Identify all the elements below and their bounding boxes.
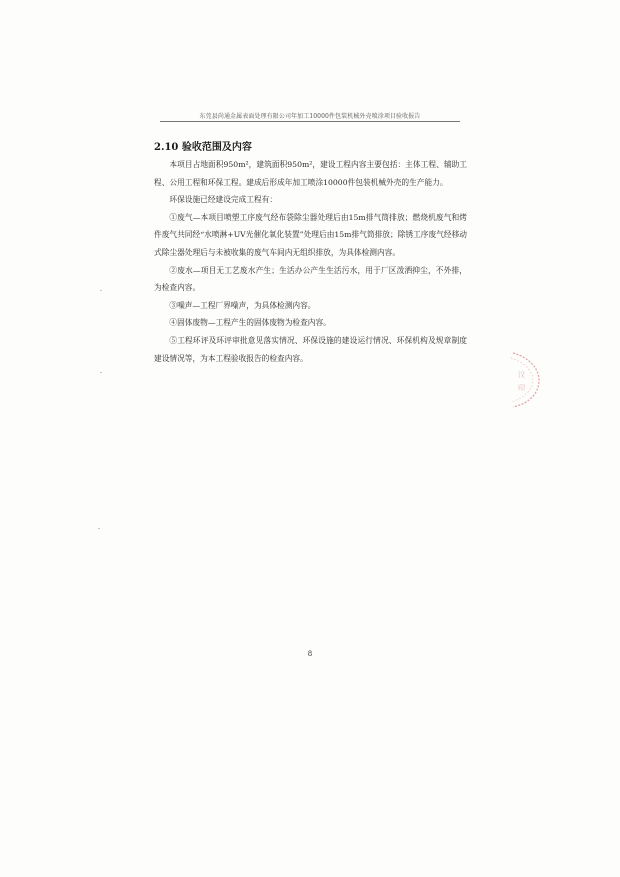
svg-text:印: 印 — [518, 384, 525, 392]
partial-seal-stamp — [505, 350, 541, 410]
header-rule — [160, 121, 460, 122]
paragraph-noise: ③噪声—工程厂界噪声，为具体检测内容。 — [169, 300, 316, 310]
paragraph-exhaust-gas: ①废气—本项目喷塑工序废气经布袋除尘器处理后由15m排气筒排放；燃烧机废气和烤件废气共同经“水喷淋+UV光催化氧化装置”处理后由15m排气筒排放；除锈工序废气经移动式除尘器处理后与未被收集的废气车间内无组织排放，为具体检测内容。 — [154, 212, 467, 257]
section-title: 2.10 验收范围及内容 — [154, 142, 252, 153]
scan-speck — [100, 290, 102, 291]
paragraph-eia-review: ⑤工程环评及环评审批意见落实情况、环保设施的建设运行情况、环保机构及规章制度建设情况等，为本工程验收报告的检查内容。 — [154, 335, 467, 363]
scan-speck — [98, 528, 100, 529]
svg-text:汉: 汉 — [518, 371, 525, 379]
section-body — [154, 156, 467, 367]
paragraph-solid-waste: ④固体废物—工程产生的固体废物为检查内容。 — [169, 318, 331, 328]
paragraph-facilities-intro: 环保设施已经建设完成工程有： — [169, 195, 278, 205]
scan-speck — [100, 372, 102, 373]
paragraph-wastewater: ②废水—项目无工艺废水产生；生活办公产生生活污水，用于厂区泼洒抑尘，不外排，为检查内容。 — [154, 265, 467, 293]
running-header: 东莞县尚通金属表面处理有限公司年加工10000件包装机械外壳喷涂项目验收报告 — [199, 113, 421, 120]
page-number: 8 — [307, 650, 313, 658]
paragraph-scope: 本项目占地面积950m²，建筑面积950m²，建设工程内容主要包括：主体工程、辅助工程、公用工程和环保工程。建成后形成年加工喷涂10000件包装机械外壳的生产能力。 — [154, 160, 467, 187]
